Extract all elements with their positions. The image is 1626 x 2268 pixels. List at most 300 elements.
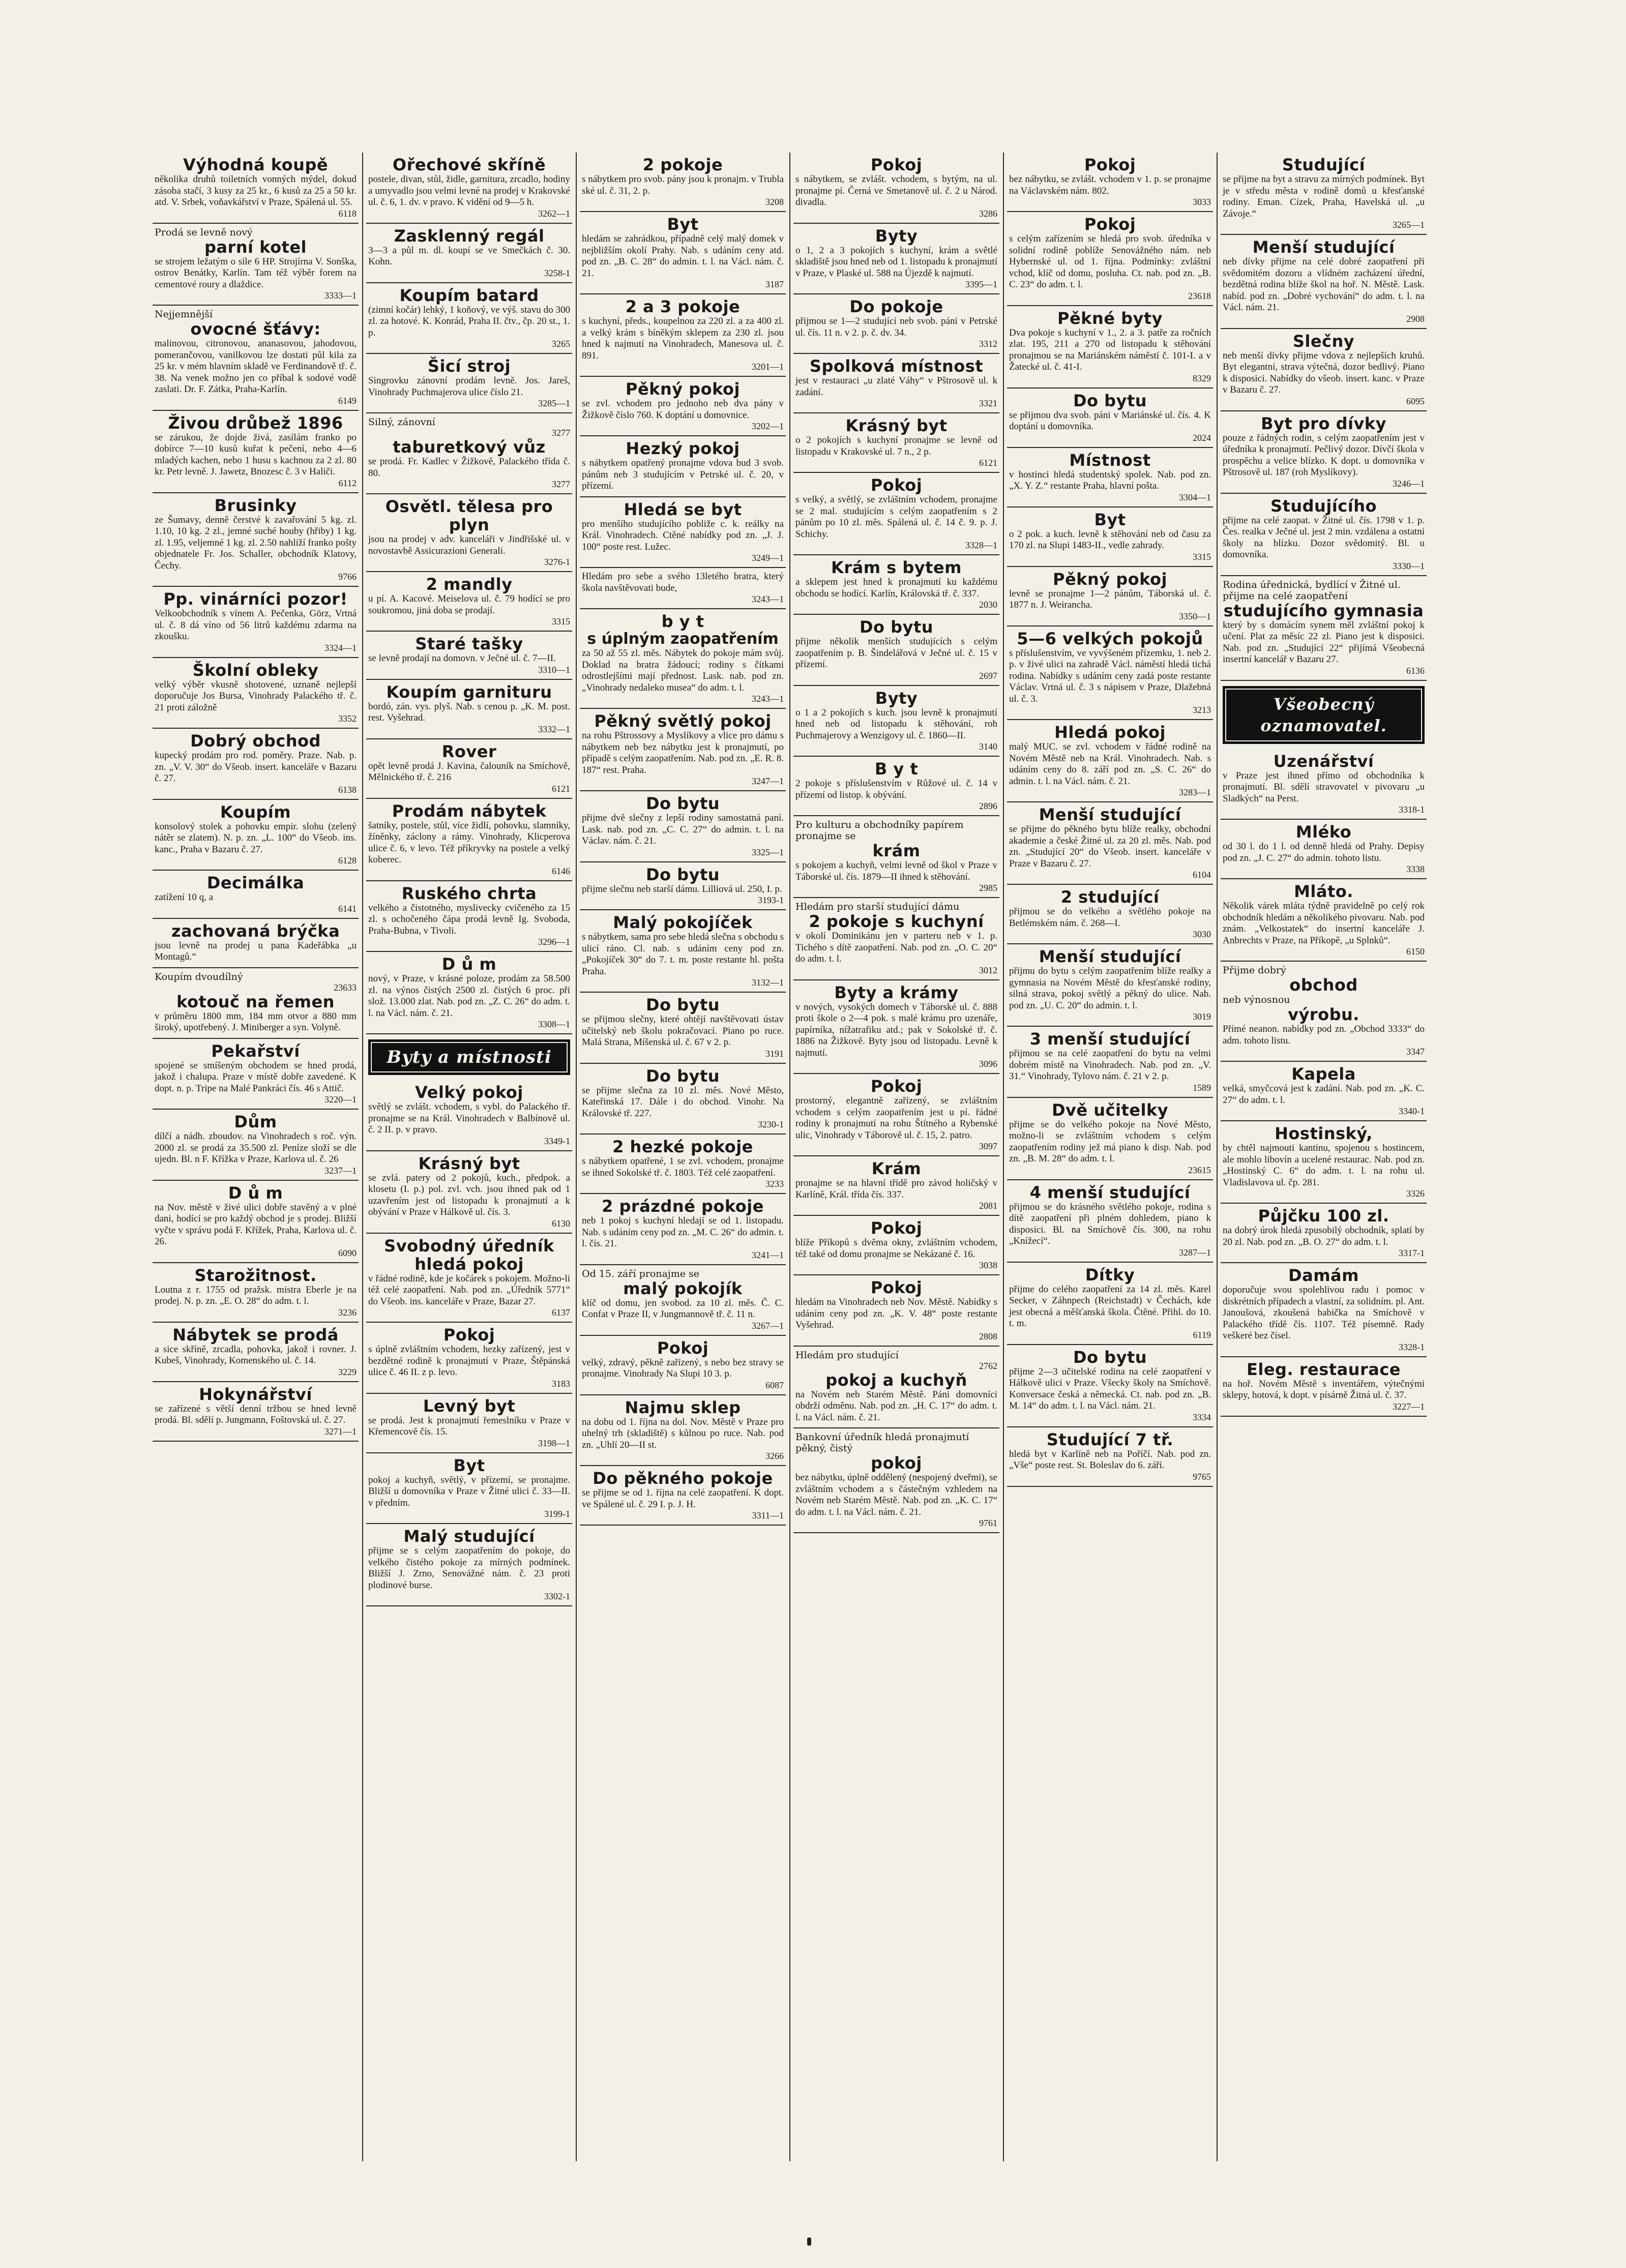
classified-ad — [1221, 1062, 1427, 1121]
ad-headline: Koupím batard — [399, 285, 539, 305]
ad-number: 6130 — [552, 1218, 570, 1229]
ad-number: 3012 — [979, 965, 997, 975]
ad-headline: Krám — [871, 1159, 922, 1178]
ad-body-text: se přijme se od 1. října na celé zaopatření. K dopt. ve Spálené ul. č. 29 I. p. J. H. — [582, 1487, 784, 1510]
ad-number: 3326 — [1406, 1188, 1425, 1199]
ad-headline: 2 pokoje — [642, 155, 723, 174]
ad-number: 3033 — [1193, 197, 1211, 207]
ad-body-text: se přijmou slečny, které ohtějí navštěvovati ústav učitelský neb školu pokračovací. Piano po ruce. Malá Strana, Míšenská ul. č. 67 v 2. p. — [582, 1014, 784, 1048]
ad-number: 2030 — [979, 600, 997, 610]
ad-headline: Hledá pokoj — [1054, 723, 1166, 742]
ad-headline: krám — [872, 841, 921, 860]
ad-body-text: s nábytkem, se zvlášt. vchodem, s bytým, na ul. pronajme pí. Černá ve Smetanově ul. č. 2 u Národ. divadla. — [795, 174, 997, 207]
ad-number: 3243—1 — [752, 594, 784, 604]
ad-number: 3201—1 — [752, 362, 784, 372]
ad-headline: Hokynářství — [199, 1384, 312, 1404]
classified-ad — [1007, 1345, 1213, 1427]
ad-headline: Do bytu — [645, 995, 720, 1014]
ad-headline: Byty — [875, 688, 918, 708]
section-heading-box — [1223, 686, 1425, 744]
ad-body-text: přijme se s celým zaopatřením do pokoje, do velkého čistého pokoje za mírných podmínek. Bližší J. Zrno, Senovážné nám. č. 23 proti plodinové burse. — [368, 1545, 570, 1591]
ad-headline: Pekařství — [211, 1041, 300, 1061]
ad-headline: Krásný byt — [418, 1153, 520, 1173]
ad-body-text: se přijme do pěkného bytu blíže realky, obchodní akademie a české Žitné ul. za 20 zl. měs. Nab. pod zn. „Studující 20“ do Všeob. insert. kanceláře v Praze v Bazaru č. 27. — [1009, 824, 1211, 869]
classified-ad — [793, 1216, 999, 1275]
ad-body-text: se přijmou dva svob. páni v Mariánské ul. čís. 4. K doptání u domovníka. — [1009, 409, 1211, 432]
ad-body-text: o 2 pokojích s kuchyní pronajme se levně od listopadu v Krakovské ul. 7 n., 2 p. — [795, 435, 997, 457]
section-heading-box — [368, 1039, 570, 1075]
classified-ad — [366, 494, 572, 572]
ad-body-text: jest v restauraci „u zlaté Váhy“ v Pštrosově ul. k zadání. — [795, 375, 997, 398]
ad-body-text: v nových, vysokých domech v Táborské ul. č. 888 proti škole o 2—4 pok. s malé krámu pro uzenáře, papírníka, nížatrafiku atd.; pak v Sokolské tř. č. 1886 na Žižkově. Byty jsou od listopadu. Levně k najmutí. — [795, 1001, 997, 1058]
ad-headline: Byt pro dívky — [1261, 413, 1386, 433]
ad-number: 3213 — [1193, 705, 1211, 715]
ad-number: 3287—1 — [1179, 1247, 1211, 1258]
classified-ad — [580, 993, 786, 1064]
ad-body-text: přijmou se do krásného světlého pokoje, rodina s dítě zaopatření při plném dohledem, piano k disposici. Bl. na Smíchově čís. 300, na rohu „Knížecí“. — [1009, 1201, 1211, 1246]
classified-ad — [793, 1074, 999, 1156]
classified-ad — [580, 294, 786, 377]
ad-number: 3312 — [979, 339, 997, 349]
ad-body-text: zatížení 10 q, a — [155, 892, 214, 903]
classified-ad — [153, 871, 359, 919]
ad-body-text: s pokojem a kuchyň, velmi levně od škol v Praze v Táborské ul. čís. 1879—II ihned k stěhování. — [795, 860, 997, 882]
classified-ad — [153, 800, 359, 871]
ad-body-text: klíč od domu, jen svobod. za 10 zl. měs. Č. C. Confat v Praze II, v Jungmannově tř. č. 11 n. — [582, 1297, 784, 1320]
ad-body-text: postele, divan, stůl, židle, garnitura, zrcadlo, hodiny a umyvadlo jsou velmi levné na prodej v Krakovské ul. č. 6, 1. dv. v pravo. K vidění od 9—5 h. — [368, 174, 570, 207]
ad-body-text: se levně prodají na domovn. v Ječné ul. č. 7—II. — [368, 653, 556, 664]
classified-ad — [366, 572, 572, 632]
ad-body-text: se prodá. Jest k pronajmutí řemeslníku v Praze v Křemencově čís. 15. — [368, 1415, 570, 1437]
ad-body-text: a sklepem jest hned k pronajmutí ku každému obchodu se hodící. Karlín, Královská tř. č. 337. — [795, 577, 997, 599]
ad-headline: ovocné šťávy: — [190, 319, 321, 339]
ad-number: 2985 — [979, 883, 997, 893]
ad-body-text: v okolí Dominikánu jen v parteru neb v 1. p. Tichého s dítě zaopatření. Nab. pod zn. „O. C. 20“ do adm. t. l. — [795, 931, 997, 964]
classified-ad — [1221, 411, 1427, 494]
ad-body-text: přijmou se 1—2 studující neb svob. páni v Petrské ul. čís. 11 n. v 2. p. č. dv. 34. — [795, 316, 997, 338]
column-4 — [793, 153, 999, 2161]
column-rule — [1003, 153, 1004, 2161]
classified-ad — [793, 555, 999, 615]
ad-headline: Výhodná koupě — [183, 155, 329, 174]
ad-body-text: Několik várek mláta týdně pravidelně po celý rok obchodník hledám a několikého pivovaru. Nab. pod znám. „Velkostatek“ do insertní kanceláře J. Anbrechts v Praze, na Příkopě, „u Splnků“. — [1223, 901, 1425, 946]
classified-ad — [1007, 1180, 1213, 1263]
ad-headline: Eleg. restaurace — [1247, 1359, 1401, 1379]
ad-body-text: blíže Příkopů s dvěma okny, zvláštním vchodem, též také od domu pronajme se Nekázané č. 16. — [795, 1237, 997, 1260]
ad-headline: Do bytu — [645, 794, 720, 813]
ad-headline: kotouč na řemen — [176, 992, 335, 1011]
ad-headline: Pokoj — [1084, 155, 1136, 174]
classified-ad — [793, 473, 999, 555]
ad-headline: obchod — [1289, 975, 1358, 995]
ad-body-text: v průměru 1800 mm, 184 mm otvor a 880 mm široký, upotřebený. J. Miniberger a syn. Volyně. — [155, 1010, 357, 1033]
ad-body-text: na rohu Pštrossovy a Myslíkovy a vlice pro dámu s nábytkem neb bez nábytku jest k pronajmutí, po případě s celým zaopatřením. Nab. pod zn. „E. R. 8. 187“ rest. Praha. — [582, 730, 784, 775]
classified-ad — [580, 153, 786, 212]
ad-number: 3199-1 — [544, 1509, 570, 1519]
ad-number: 3325—1 — [752, 847, 784, 857]
classified-ad — [153, 306, 359, 411]
classified-ad — [1221, 494, 1427, 576]
ad-body-text: s nábytkem, sama pro sebe hledá slečna s obchodu s ulicí ráno. Cl. nab. s udáním ceny pod zn. „Pokojíček 30“ do 7. t. m. poste restante hl. pošta Praha. — [582, 932, 784, 977]
ad-headline: b y t — [661, 612, 704, 631]
classified-ad — [366, 1394, 572, 1453]
ad-body-text: neb dívky přijme na celé dobré zaopatření při svědomitém dozoru a vlídném zacházení úřední, bezdětná rodina blíže škol na hoř. N. Městě. Lask. nabíd. pod zn. „Dobré vychování“ do adm. t. l. na Václ. nám. 21. — [1223, 256, 1425, 313]
ad-headline: Do bytu — [1073, 391, 1147, 410]
ad-body-text: v řádné rodině, kde je kočárek s pokojem. Možno-li též celé zaopatření. Nab. pod zn. „Úředník 5771“ do Všeob. ins. kanceláře v Praze, Bazar 27. — [368, 1273, 570, 1307]
ad-number: 3183 — [552, 1378, 570, 1389]
ad-body-text: Singrovku zánovní prodám levně. Jos. Jareš, Vinohrady Puchmajerova ulice číslo 21. — [368, 375, 570, 398]
ad-headline: D ů m — [441, 954, 497, 974]
ad-headline: Decimálka — [206, 873, 305, 892]
ad-body-text: ze Šumavy, denně čerstvé k zavařování 5 kg. zl. 1.10, 10 kg. 2 zl., jemné suché houby (hřiby) 1 kg. zl. 1.95, veljemné 1 kg. zl. 2.50 nahlíží franko pošty objednatele Fr. Jos. Schaller, obchodník Klatovy, Čechy. — [155, 514, 357, 571]
ad-headline: malý pokojík — [623, 1278, 743, 1298]
ad-number: 3334 — [1193, 1412, 1211, 1422]
ad-headline: Menší studující — [1039, 805, 1181, 824]
ad-body-text: a sice skříně, zrcadla, pohovka, jakož i rovner. J. Kubeš, Vinohrady, Komenského ul. č. 14. — [155, 1344, 357, 1366]
ad-headline: 2 prázdné pokoje — [602, 1197, 764, 1216]
ad-headline: Hezký pokoj — [626, 439, 740, 458]
classified-ad — [153, 1323, 359, 1382]
classified-ad — [793, 1428, 999, 1533]
ad-headline: Do bytu — [859, 617, 934, 637]
classified-ad — [793, 816, 999, 898]
classified-ad — [366, 283, 572, 354]
ad-body-text: několika druhů toiletních vonných mýdel, dokud zásoba stačí, 3 kusy za 25 kr., 6 kusů za 25 a 50 kr. atd. V. Srbek, voňavkářství v Praze, Spálená ul. 55. — [155, 174, 357, 207]
ad-subheadline: s úplným zaopatřením — [587, 630, 779, 648]
ad-body-text: (zimní kočár) lehký, 1 koňový, ve výš. stavu do 300 zl. za hotové. K. Konrád, Praha II. čtv., čp. 20 st., 1. p. — [368, 304, 570, 338]
ad-body-text: bez nábytku, se zvlášt. vchodem v 1. p. se pronajme na Václavském nám. 802. — [1009, 174, 1211, 196]
ad-lead-in: Pro kulturu a obchodníky papírem pronajme se — [795, 819, 964, 842]
ad-body-text: 3—3 a půl m. dl. koupí se ve Smečkách č. 30. Kohn. — [368, 245, 570, 267]
classified-ad — [580, 609, 786, 709]
classified-ad — [153, 411, 359, 493]
classified-ad — [793, 686, 999, 757]
ad-headline: Pokoj — [870, 155, 923, 174]
ad-number: 3140 — [979, 741, 997, 752]
ad-headline: Malý pokojíček — [613, 913, 753, 932]
classified-ad — [153, 1110, 359, 1181]
ad-headline: Malý studující — [403, 1527, 535, 1546]
ad-number: 3030 — [1193, 929, 1211, 939]
ad-number: 3271—1 — [324, 1426, 357, 1437]
ad-body-text: bez nábytku, úplně oddělený (nespojený dveřmi), se zvláštním vchodem a s částečným vzhledem na Novém neb Starém Městě. Nab. pod zn. „K. C. 17“ do adm. t. l. na Václ. nám. č. 21. — [795, 1472, 997, 1517]
classified-ad — [366, 1323, 572, 1394]
classified-ad — [1007, 389, 1213, 448]
ad-body-text: o 2 pok. a kuch. levně k stěhování neb od času za 170 zl. na Slupi 1483-II., vedle zahrady. — [1009, 528, 1211, 551]
ad-number: 3229 — [338, 1366, 357, 1377]
column-rule — [362, 153, 363, 2161]
classified-ad — [793, 224, 999, 295]
classified-ad — [153, 1382, 359, 1442]
ad-number: 3202—1 — [752, 421, 784, 431]
ad-number: 3241—1 — [752, 1249, 784, 1260]
ad-headline: Svobodný úředník hledá pokoj — [384, 1236, 554, 1274]
ad-number: 3277 — [552, 428, 570, 438]
classified-ad — [366, 224, 572, 283]
ad-headline: Slečny — [1292, 331, 1355, 351]
ad-headline: Ruského chrta — [401, 883, 537, 903]
ad-number: 3330—1 — [1393, 560, 1425, 571]
ad-headline: Menší studující — [1039, 947, 1181, 966]
ad-headline: studujícího gymnasia — [1223, 601, 1424, 620]
classified-ad — [1221, 1204, 1427, 1263]
ad-number: 3308—1 — [538, 1019, 570, 1029]
ad-body-text: opět levně prodá J. Kavina, čalouník na Smíchově, Mělnického tř. č. 216 — [368, 760, 570, 783]
ad-headline: Pokoj — [870, 1077, 923, 1096]
section-heading: Všeobecný oznamovatel. — [1225, 689, 1422, 741]
ad-body-text: se zařízené s větší denní tržbou se hned levně prodá. Bl. sdělí p. Jungmann, Foštovská ul. č. 27. — [155, 1403, 357, 1425]
classified-ad — [1007, 626, 1213, 721]
ad-headline: Do pokoje — [849, 297, 943, 316]
ad-number: 3317-1 — [1399, 1248, 1425, 1258]
ad-headline: Byty — [875, 226, 918, 246]
ad-number: 3265 — [552, 339, 570, 349]
page-mark — [807, 2237, 811, 2246]
ad-number: 3246—1 — [1393, 478, 1425, 489]
ad-number: 6118 — [338, 208, 357, 219]
ad-number: 6137 — [552, 1307, 570, 1318]
ad-headline: 2 a 3 pokoje — [625, 297, 741, 316]
ad-headline: Byt — [1094, 510, 1126, 529]
ad-number: 3324—1 — [324, 642, 357, 653]
ad-body-text: od 30 l. do 1 l. od denně hledá od Prahy. Depisy pod zn. „J. C. 27“ do admin. tohoto listu. — [1223, 841, 1425, 863]
classified-ad — [366, 739, 572, 799]
ad-body-text: přijmou se na celé zaopatření do bytu na velmi dobrém místě na Vinohradech. Nab. pod zn. „V. 31.“ Vinohrady, Tylovo nám. č. 21 v 2. p. — [1009, 1048, 1211, 1082]
ad-number: 6119 — [1193, 1329, 1211, 1340]
classified-ad — [580, 791, 786, 862]
ad-body-text: s nábytkem opatřené, 1 se zvl. vchodem, pronajme se ihned Sokolské tř. č. 1803. Též celé zaopatření. — [582, 1156, 784, 1178]
ad-body-text: s nábytkem opatřený pronajme vdova bud 3 svob. pánům neb 3 studujícím v Petrské ul. č. 20, v přízemí. — [582, 458, 784, 491]
ad-headline: Pěkný pokoj — [626, 379, 740, 399]
ad-number: 3227—1 — [1393, 1401, 1425, 1412]
classified-ad — [580, 910, 786, 993]
ad-headline: Koupím — [220, 802, 291, 822]
ad-body-text: dílčí a nádh. zboudov. na Vinohradech s roč. výn. 2000 zl. se prodá za 35.500 zl. Peníze složí se dle ujedn. Bl. n F. Křížka v Praze, Karlova ul. č. 26 — [155, 1131, 357, 1165]
ad-body-text: se zvl. vchodem pro jednoho neb dva pány v Žižkově číslo 760. K doptání u domovnice. — [582, 398, 784, 421]
ad-headline: Brusinky — [214, 495, 297, 515]
ad-number: 6138 — [338, 784, 357, 795]
ad-number: 9765 — [1193, 1471, 1211, 1482]
ad-body-text: se strojem ležatým o síle 6 HP. Strojírna V. Sonška, ostrov Benátky, Karlín. Tam též výběr forem na cementové roury a dlaždice. — [155, 256, 357, 290]
classified-ad — [1221, 235, 1427, 329]
classified-ad — [1221, 1263, 1427, 1357]
ad-number: 3296—1 — [538, 937, 570, 947]
ad-number: 3237—1 — [324, 1165, 357, 1176]
ad-number: 3233 — [765, 1179, 784, 1189]
ad-headline: pokoj — [871, 1453, 922, 1473]
ad-headline: Ořechové skříně — [392, 155, 546, 174]
ad-body-text: na Nov. městě v živé ulici dobře stavěný a v plné dani, hodící se pro každý obchod je s prodej. Bližší vyčte v správu podá F. Křížek, Praha, Karlova ul. č. 26. — [155, 1202, 357, 1247]
ad-headline: Dítky — [1085, 1265, 1135, 1285]
ad-body-text: Dva pokoje s kuchyní v 1., 2. a 3. patře za ročních zlat. 195, 211 a 270 od listopadu k stěhování pronajmou se na Mariánském náměstí č. 101-I. a v Žatecké ul. č. 41-I. — [1009, 327, 1211, 372]
ad-number: 6149 — [338, 395, 357, 406]
ad-body-text: se přijme na byt a stravu za mírných podmínek. Byt je v středu města v rodině domů u křesťanské rodiny. Eman. Cízek, Praha, Havelská ul. „u Závoje.“ — [1223, 174, 1425, 219]
classified-ad — [580, 212, 786, 294]
ad-number: 8329 — [1193, 373, 1211, 383]
ad-body-text: jsou na prodej v adv. kanceláři v Jindřišské ul. v novostavbě Assicurazioni Generali. — [368, 534, 570, 556]
ad-headline: Hledá se byt — [624, 499, 742, 519]
ad-number: 3262—1 — [538, 208, 570, 219]
classified-ad — [580, 1466, 786, 1526]
ad-body-text: Loutna z r. 1755 od pražsk. mistra Eberle je na prodej. N. p. zn. „E. O. 28“ do adm. t. l. — [155, 1284, 357, 1306]
ad-number: 3208 — [765, 197, 784, 207]
classified-ad — [1007, 1263, 1213, 1345]
ad-headline: parní kotel — [204, 237, 307, 257]
ad-number: 3352 — [338, 713, 357, 724]
ad-body-text: za 50 až 55 zl. měs. Nábytek do pokoje mám svůj. Doklad na bratra žádoucí; rodiny s čítkami odrostlejšími mají přednost. Lask. nab. pod zn. „Vinohrady nedaleko musea“ do adm. t. l. — [582, 648, 784, 693]
ad-number: 6087 — [765, 1380, 784, 1390]
ad-headline: Šicí stroj — [427, 356, 511, 376]
ad-body-text: se zvlá. patery od 2 pokojů, kuch., předpok. a klosetu (I. p.) pol. zvl. vch. jsou ihned pak od 1 uzavřením jest od listopadu k pronajmutí a k obývání v Praze v Hálkově ul. čís. 3. — [368, 1172, 570, 1217]
classified-ad — [580, 1194, 786, 1265]
classified-ad — [1007, 720, 1213, 802]
column-5 — [1007, 153, 1213, 2161]
classified-ad — [793, 354, 999, 413]
classified-ad — [1221, 820, 1427, 879]
classified-ad — [1221, 329, 1427, 411]
classified-ad — [366, 354, 572, 413]
ad-number: 3193-1 — [758, 895, 784, 905]
ad-headline: Pěkný pokoj — [1053, 569, 1167, 589]
classified-ad — [793, 413, 999, 473]
column-rule — [1217, 153, 1218, 2161]
classified-ad — [153, 493, 359, 587]
ad-headline: Byt — [453, 1455, 485, 1475]
classified-ad — [366, 952, 572, 1034]
ad-body-text: s příslušenstvím, ve vyvýšeném přízemku, 1. neb 2. p. v živé ulici na zahradě Václ. náměstí hledá tichá rodina. Nabídky s udáním ceny zadá poste restante Václav. Vrtná ul. č. 3 s nápisem v Praze, Dlažebná ul. č. 3. — [1009, 647, 1211, 704]
ad-body-text: velká, smyčcová jest k zadání. Nab. pod zn. „K. C. 27“ do adm. t. l. — [1223, 1083, 1425, 1106]
ad-number: 3304—1 — [1179, 492, 1211, 502]
classified-ad — [366, 413, 572, 494]
ad-headline: Pokoj — [657, 1338, 709, 1358]
ad-body-text: přijme dvě slečny z lepší rodiny samostatná paní. Lask. nab. pod zn. „C. C. 27“ do admin. t. l. na Václav. nám. č. 21. — [582, 813, 784, 846]
ad-number: 6128 — [338, 855, 357, 866]
ad-number: 3310—1 — [538, 664, 570, 675]
ad-headline: Místnost — [1069, 450, 1151, 470]
ad-number: 2024 — [1193, 432, 1211, 443]
ad-body-text: na dobu od 1. října na dol. Nov. Městě v Praze pro uhelný trh (skladiště) s kůlnou po ruce. Nab. pod zn. „Uhlí 20—II st. — [582, 1416, 784, 1450]
ad-body-text: pouze z řádných rodin, s celým zaopatřením jest v úředníka k pronajmutí. Pečlivý dozor. Dívčí škola v prospěchu a velice blízko. K dopt. u domovníka v Pštrosově ul. 187 (roh Myslíkovy). — [1223, 432, 1425, 478]
ad-headline: 2 mandly — [426, 575, 513, 594]
ad-number: 3286 — [979, 208, 997, 219]
ad-body-text: s nábytkem pro svob. pány jsou k pronajm. v Trubla ské ul. č. 31, 2. p. — [582, 174, 784, 196]
ad-number: 3265—1 — [1393, 220, 1425, 230]
ad-body-text: s úplně zvláštním vchodem, hezky zařízený, jest v bezdětné rodině k pronajmutí v Praze, Štěpánská ulice č. 46 II. z p. levo. — [368, 1344, 570, 1378]
ad-body-text: přijme 2—3 učitelské rodina na celé zaopatření v Hálkově ulici v Praze. Všecky školy na Smíchově. Konversace česká a německá. Ct. nab. pod zn. „B. M. 14“ do adm. t. l. na Václ. nám. 21. — [1009, 1366, 1211, 1411]
classified-ad — [793, 757, 999, 816]
classified-ad — [1007, 1427, 1213, 1487]
classified-ad — [1007, 508, 1213, 567]
ad-body-text: velkého a čistotného, myslivecky cvičeného za 15 zl. s ochočeného čápa prodá levně Ig. Svoboda, Praha-Bubna, v Tivoli. — [368, 902, 570, 936]
ad-body-text: pokoj a kuchyň, světlý, v přízemí, se pronajme. Bližší u domovníka v Praze v Žitné ulici č. 33—II. v předním. — [368, 1474, 570, 1508]
ad-body-text: Hledám pro sebe a svého 13letého bratra, který škola navštěvovati bude, — [582, 571, 784, 593]
ad-body-text: přijme do celého zaopatření za 14 zl. měs. Karel Secker, v Záhnpech (Reichstadt) v Čechách, kde jest obecná a měšťanská škola. Čtěné. Přihl. do 10. t. m. — [1009, 1284, 1211, 1329]
classified-ad — [153, 587, 359, 658]
ad-body-text: hledám na Vinohradech neb Nov. Městě. Nabídky s udáním ceny pod zn. „K. V. 48“ poste restante Vyšehrad. — [795, 1297, 997, 1330]
column-6 — [1221, 153, 1427, 2161]
ad-headline: Školní obleky — [192, 660, 319, 680]
ad-headline: Hostinský, — [1275, 1124, 1373, 1143]
column-3 — [580, 153, 786, 2161]
classified-ad — [1221, 962, 1427, 1062]
classified-ad — [580, 436, 786, 497]
ad-number: 23618 — [1188, 290, 1211, 301]
ad-headline: Živou drůbež 1896 — [168, 413, 343, 433]
ad-headline: Osvětl. tělesa pro plyn — [385, 497, 553, 534]
column-rule — [576, 153, 577, 2161]
ad-body-text: konsolový stolek a pohovku empir. slohu (zelený nátěr se zlatem). N. p. zn. „L. 100“ do Všeob. ins. kanc., Praha v Bazaru č. 27. — [155, 821, 357, 855]
ad-body-text: se přijme slečna za 10 zl. měs. Nové Město, Kateřinská 17. Dále i do obchod. Vinohr. Na Královské tř. 227. — [582, 1085, 784, 1119]
classified-ad — [580, 1135, 786, 1194]
ad-body-text: velký, zdravý, pěkně zařízený, s nebo bez stravy se pronajme. Vinohrady Na Slupi 10 3. p. — [582, 1357, 784, 1379]
ad-headline: B y t — [874, 759, 919, 779]
ad-lead-in: Silný, zánovní — [368, 416, 435, 428]
ad-body-text: pro menšího studujícího pobliže c. k. reálky na Král. Vinohradech. Ctěné nabídky pod zn. „J. J. 100“ poste rest. Lužec. — [582, 518, 784, 552]
ad-body-text: velký výběr vkusně shotovené, uznaně nejlepší doporučuje Jos Bursa, Vinohrady Palackého tř. č. 21 proti záložně — [155, 679, 357, 713]
classified-ad — [153, 1039, 359, 1110]
ad-headline: výrobu. — [1288, 1005, 1359, 1024]
classified-ad — [793, 1275, 999, 1347]
classified-ad — [366, 1151, 572, 1234]
ad-headline: Byty a krámy — [834, 982, 959, 1002]
ad-number: 3191 — [765, 1048, 784, 1059]
ad-headline: Uzenářství — [1273, 751, 1374, 771]
ad-body-text: s kuchyní, předs., koupelnou za 220 zl. a za 400 zl. a velký krám s bíněkým sklepem za 230 zl. jsou hned k najmutí na Vinohradech, Manesova ul. č. 891. — [582, 316, 784, 361]
ad-headline: Dobrý obchod — [190, 731, 321, 751]
ad-body-text: na Novém neb Starém Městě. Páni domovníci obdrží odměnu. Nab. pod zn. „H. C. 17“ do adm. t. l. na Václ. nám. č. 21. — [795, 1389, 997, 1423]
classified-ad — [366, 1080, 572, 1151]
ad-number: 3258-1 — [544, 267, 570, 278]
ad-number: 3132—1 — [752, 977, 784, 988]
ad-number: 3328—1 — [965, 540, 997, 550]
classified-ad — [153, 1263, 359, 1323]
ad-number: 2081 — [979, 1201, 997, 1211]
ad-body-text: spojené se smíšeným obchodem se hned prodá, jakož i chalupa. Praze v místě dobře zavedené. K dopt. n. p. Tripe na Malé Pankráci čís. 46 s Attič. — [155, 1060, 357, 1094]
ad-headline: Menší studující — [1252, 237, 1395, 257]
ad-number: 3267—1 — [752, 1320, 784, 1331]
ad-number: 2896 — [979, 801, 997, 811]
ad-body-text: nový, v Praze, v krásné poloze, prodám za 58.500 zl. na výnos čistých 2500 zl. čistých 6 proc. při slož. 13.000 zlat. Nab. pod zn. „Z. C. 26“ do adm. t. l. na Václ. nám. č. 21. — [368, 973, 570, 1019]
ad-number: 23633 — [334, 982, 357, 993]
classified-ad — [1007, 1027, 1213, 1098]
classified-ad — [580, 377, 786, 436]
ad-number: 1589 — [1193, 1082, 1211, 1093]
classified-ad — [1007, 448, 1213, 508]
column-2 — [366, 153, 572, 2161]
classified-ad — [580, 1336, 786, 1395]
ad-number: 3350—1 — [1179, 611, 1211, 621]
ad-number: 3311—1 — [752, 1510, 784, 1520]
classified-ad — [580, 862, 786, 911]
classified-ad — [580, 568, 786, 609]
ad-lead-in: Hledám pro starší studující dámu — [795, 901, 960, 912]
classified-ad — [366, 680, 572, 739]
ad-number: 2762 — [979, 1360, 997, 1371]
ad-headline: taburetkový vůz — [393, 437, 546, 457]
classified-ad — [153, 1181, 359, 1263]
ad-headline: Nábytek se prodá — [172, 1325, 339, 1345]
ad-headline: Najmu sklep — [625, 1397, 741, 1417]
ad-headline: Pokoj — [1084, 215, 1136, 234]
ad-number: 3249—1 — [752, 553, 784, 563]
ad-headline: 2 studující — [1060, 887, 1160, 907]
ad-body-text: o 1, 2 a 3 pokojích s kuchyní, krám a světlé skladiště jsou hned neb od 1. listopadu k pronajmutí v Praze, v Plaské ul. 588 na Újezdě k najmutí. — [795, 245, 997, 279]
ad-body-text: přijme slečnu neb starší dámu. Lilliová ul. 250, I. p. — [582, 883, 782, 894]
ad-lead-in: Rodina úřednická, bydlící v Žitné ul. přijme na celé zaopatření — [1223, 579, 1401, 602]
ad-headline: D ů m — [228, 1183, 283, 1203]
ad-body-text: s celým zařízením se hledá pro svob. úředníka v solidní rodině poblíže Senovážného nám. neb Hybernské ul. od 1. října. Podmínky: zvláštní vchod, klíč od domu, posluha. Ct. nab. pod zn. „B. C. 23“ do adm. t. l. — [1009, 233, 1211, 290]
ad-body-text: levně se pronajme 1—2 pánům, Táborská ul. č. 1877 n. J. Weirancha. — [1009, 588, 1211, 610]
